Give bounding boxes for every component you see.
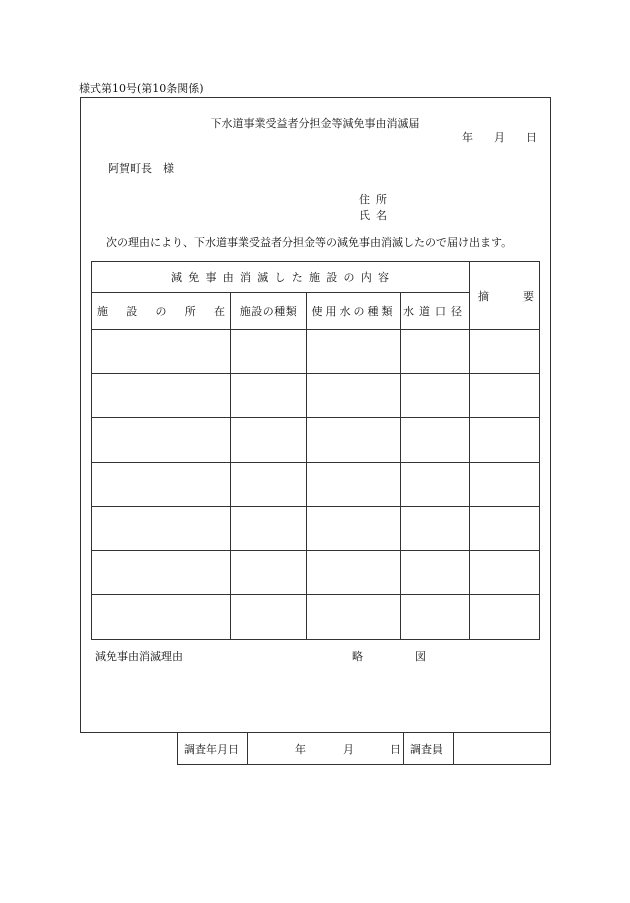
location-cell[interactable] xyxy=(92,418,230,462)
remarks-cell[interactable] xyxy=(470,418,539,462)
group-header-char: 滅 xyxy=(257,271,269,284)
water-type-cell[interactable] xyxy=(307,463,400,506)
group-header-char: し xyxy=(274,271,286,284)
survey-box xyxy=(177,733,551,765)
survey-month: 月 xyxy=(343,742,354,756)
group-header-char: の xyxy=(343,271,355,284)
survey-day: 日 xyxy=(390,742,401,756)
reason-label: 減免事由消滅理由 xyxy=(95,650,183,663)
facility-type-header: 施設の種類 xyxy=(239,305,298,318)
group-header xyxy=(171,262,389,292)
location-cell[interactable] xyxy=(92,507,230,550)
remarks-cell[interactable] xyxy=(470,374,539,417)
facility-type-cell[interactable] xyxy=(231,374,306,417)
location-cell[interactable] xyxy=(92,551,230,594)
water-type-cell[interactable] xyxy=(307,595,400,639)
pipe-diameter-cell[interactable] xyxy=(401,418,469,462)
group-header-char: 由 xyxy=(222,271,234,284)
group-header-char: 内 xyxy=(360,271,372,284)
location-header: 施 設 の 所 在 xyxy=(97,305,225,318)
pipe-diameter-cell[interactable] xyxy=(401,507,469,550)
group-header-char: 設 xyxy=(326,271,338,284)
location-cell[interactable] xyxy=(92,463,230,506)
location-cell[interactable] xyxy=(92,374,230,417)
facility-type-cell[interactable] xyxy=(231,418,306,462)
remarks-cell[interactable] xyxy=(470,463,539,506)
pipe-diameter-cell[interactable] xyxy=(401,595,469,639)
group-header-char: 容 xyxy=(378,271,389,284)
date-month: 月 xyxy=(494,131,505,144)
addressee: 阿賀町長 様 xyxy=(108,162,174,175)
address-label: 住所 xyxy=(359,193,393,206)
water-type-header: 使用水の種類 xyxy=(311,305,396,318)
group-header-char: 施 xyxy=(309,271,320,284)
remarks-cell[interactable] xyxy=(470,551,539,594)
facility-type-cell[interactable] xyxy=(231,507,306,550)
surveyor-field[interactable] xyxy=(455,733,550,764)
name-label: 氏名 xyxy=(359,209,393,222)
remarks-header: 摘 要 xyxy=(478,289,534,303)
group-header-char: 免 xyxy=(188,271,200,284)
facility-type-cell[interactable] xyxy=(231,463,306,506)
water-type-cell[interactable] xyxy=(307,374,400,417)
date-line xyxy=(462,129,537,145)
location-cell[interactable] xyxy=(92,595,230,639)
date-day: 日 xyxy=(526,131,537,144)
group-header-char: 減 xyxy=(171,271,182,284)
pipe-diameter-cell[interactable] xyxy=(401,463,469,506)
statement: 次の理由により、下水道事業受益者分担金等の減免事由消滅したので届け出ます。 xyxy=(106,236,513,249)
pipe-diameter-cell[interactable] xyxy=(401,374,469,417)
date-year: 年 xyxy=(462,131,473,144)
facility-type-cell[interactable] xyxy=(231,330,306,373)
remarks-cell[interactable] xyxy=(470,507,539,550)
water-type-cell[interactable] xyxy=(307,418,400,462)
water-type-cell[interactable] xyxy=(307,551,400,594)
remarks-cell[interactable] xyxy=(470,595,539,639)
group-header-char: た xyxy=(291,271,303,284)
pipe-diameter-cell[interactable] xyxy=(401,330,469,373)
survey-year: 年 xyxy=(295,742,306,756)
form-number: 様式第10号(第10条関係) xyxy=(79,82,204,95)
facility-type-cell[interactable] xyxy=(231,551,306,594)
survey-date-label: 調査年月日 xyxy=(184,742,239,756)
form-title: 下水道事業受益者分担金等減免事由消滅届 xyxy=(210,117,420,130)
pipe-diameter-cell[interactable] xyxy=(401,551,469,594)
remarks-cell[interactable] xyxy=(470,330,539,373)
facility-type-cell[interactable] xyxy=(231,595,306,639)
group-header-char: 消 xyxy=(240,271,251,284)
water-type-cell[interactable] xyxy=(307,330,400,373)
location-cell[interactable] xyxy=(92,330,230,373)
surveyor-label: 調査員 xyxy=(410,742,443,756)
pipe-diameter-header: 水道口径 xyxy=(403,305,467,318)
water-type-cell[interactable] xyxy=(307,507,400,550)
group-header-char: 事 xyxy=(205,271,217,284)
sketch-label: 略 図 xyxy=(352,650,426,663)
